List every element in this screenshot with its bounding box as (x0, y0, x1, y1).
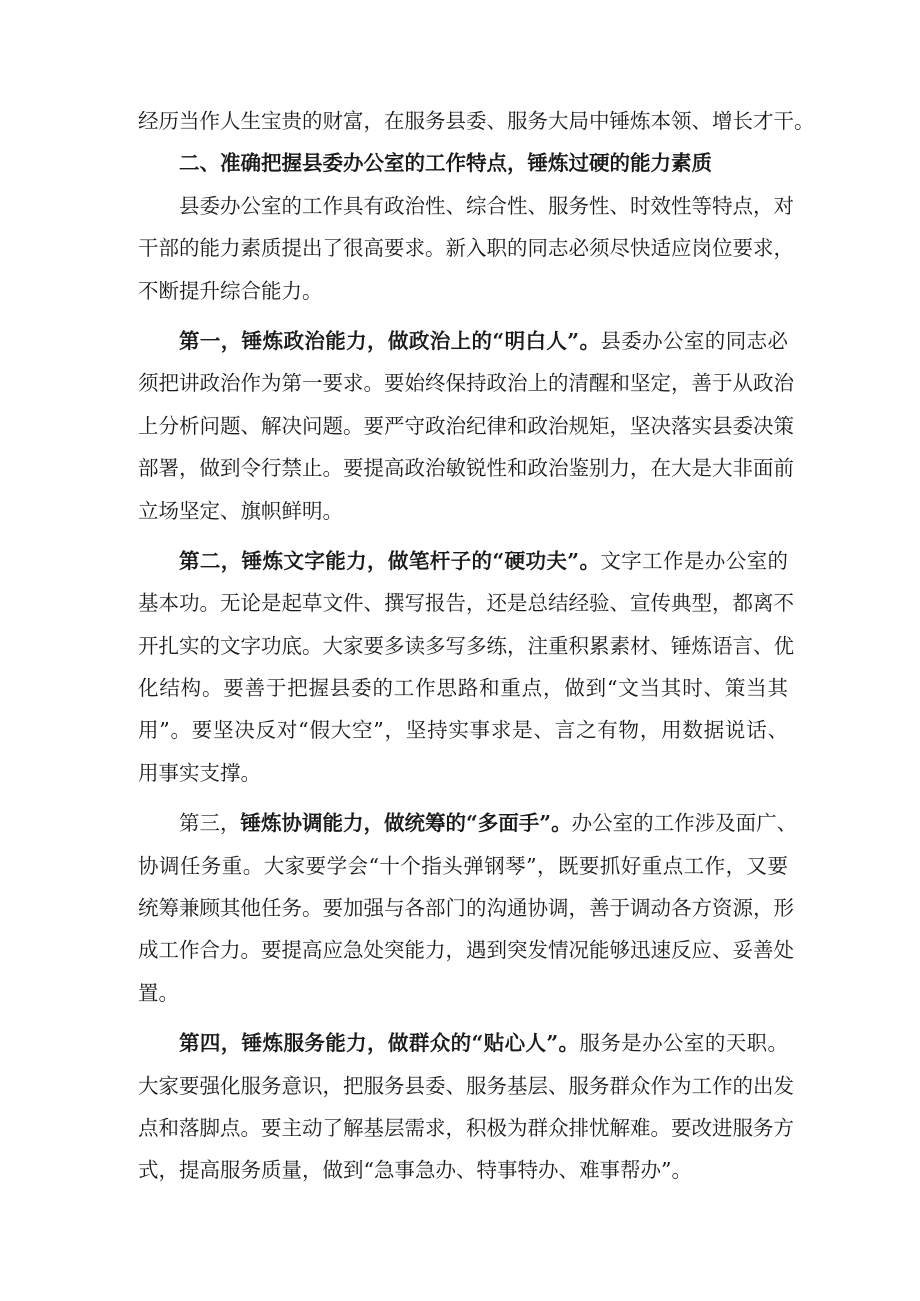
point3-first-line (138, 802, 798, 844)
point2-first-rest: 文字工作是办公室的 (600, 548, 788, 573)
point4-line: 点和落脚点。要主动了解基层需求，积极为群众排忧解难。要改进服务方 (138, 1115, 794, 1140)
section-intro-line: 县委办公室的工作具有政治性、综合性、服务性、时效性等特点，对 (179, 193, 794, 218)
point1-first-rest: 县委办公室的同志必 (600, 328, 788, 353)
point2-line: 用事实支撑。 (138, 760, 261, 785)
point1-line: 部署，做到令行禁止。要提高政治敏锐性和政治鉴别力，在大是大非面前 (138, 456, 794, 481)
point3-heading-plain: 第三， (179, 811, 241, 836)
point3-line: 协调任务重。大家要学会“十个指头弹钢琴”，既要抓好重点工作，又要 (138, 853, 788, 878)
section-heading: 二、准确把握县委办公室的工作特点，锤炼过硬的能力素质 (179, 151, 712, 176)
point4-line: 式，提高服务质量，做到“急事急办、特事特办、难事帮办”。 (138, 1158, 692, 1183)
point2-line: 用”。要坚决反对“假大空”，坚持实事求是、言之有物，用数据说话、 (138, 718, 788, 743)
point4-first-rest: 服务是办公室的天职。 (579, 1031, 788, 1056)
point1-line: 立场坚定、旗帜鲜明。 (138, 498, 343, 523)
section-intro-line: 干部的能力素质提出了很高要求。新入职的同志必须尽快适应岗位要求， (138, 236, 794, 261)
point1-line: 须把讲政治作为第一要求。要始终保持政治上的清醒和坚定，善于从政治 (138, 371, 794, 396)
point1-first-line (138, 320, 788, 362)
point3-line: 统筹兼顾其他任务。要加强与各部门的沟通协调，善于调动各方资源，形 (138, 896, 794, 921)
point4-first-line (138, 1022, 788, 1064)
point2-heading: 第二，锤炼文字能力，做笔杆子的“硬功夫”。 (179, 548, 601, 573)
point2-line: 基本功。无论是起草文件、撰写报告，还是总结经验、宣传典型，都离不 (138, 591, 794, 616)
point2-line: 开扎实的文字功底。大家要多读多写多练，注重积累素材、锤炼语言、优 (138, 633, 794, 658)
point3-line: 成工作合力。要提高应急处突能力，遇到突发情况能够迅速反应、妥善处 (138, 938, 794, 963)
point3-first-rest: 办公室的工作涉及面广、 (571, 811, 798, 836)
point2-first-line (138, 540, 788, 582)
point1-heading: 第一，锤炼政治能力，做政治上的“明白人”。 (179, 328, 601, 353)
point4-heading: 第四，锤炼服务能力，做群众的“贴心人”。 (179, 1031, 580, 1056)
point3-line: 置。 (138, 980, 179, 1005)
point1-line: 上分析问题、解决问题。要严守政治纪律和政治规矩，坚决落实县委决策 (138, 413, 794, 438)
document-body (138, 100, 815, 1192)
point2-line: 化结构。要善于把握县委的工作思路和重点，做到“文当其时、策当其 (138, 676, 788, 701)
point3-heading: 锤炼协调能力，做统筹的“多面手”。 (240, 811, 572, 836)
point4-line: 大家要强化服务意识，把服务县委、服务基层、服务群众作为工作的出发 (138, 1073, 794, 1098)
section-intro-line: 不断提升综合能力。 (138, 278, 323, 303)
intro-tail-line: 经历当作人生宝贵的财富，在服务县委、服务大局中锤炼本领、增长才干。 (138, 109, 815, 133)
